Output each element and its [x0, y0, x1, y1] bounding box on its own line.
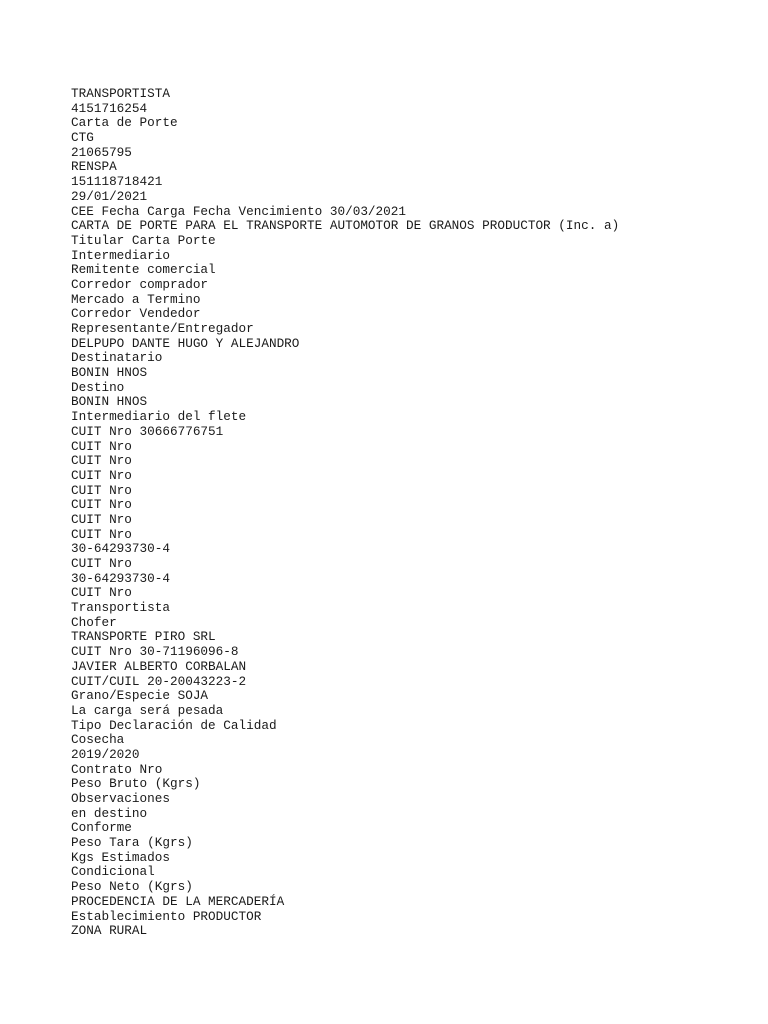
- text-line: Peso Bruto (Kgrs): [71, 776, 201, 792]
- text-line: ZONA RURAL: [71, 923, 148, 939]
- text-line: CUIT Nro: [71, 585, 132, 601]
- text-line: RENSPA: [71, 159, 117, 175]
- text-line: CUIT Nro: [71, 526, 132, 542]
- text-line: Conforme: [71, 820, 132, 836]
- text-line: 30-64293730-4: [71, 570, 170, 586]
- text-line: Corredor comprador: [71, 276, 209, 292]
- text-line: DELPUPO DANTE HUGO Y ALEJANDRO: [71, 335, 300, 351]
- text-line: Chofer: [71, 614, 117, 630]
- text-line: JAVIER ALBERTO CORBALAN: [71, 658, 247, 674]
- document-page: [71, 87, 758, 939]
- text-line: BONIN HNOS: [71, 394, 148, 410]
- text-line: Peso Neto (Kgrs): [71, 879, 193, 895]
- text-line: Corredor Vendedor: [71, 306, 201, 322]
- text-line: 30-64293730-4: [71, 541, 170, 557]
- text-line: CUIT Nro: [71, 467, 132, 483]
- text-line: PROCEDENCIA DE LA MERCADERÍA: [71, 893, 285, 909]
- text-line: Carta de Porte: [71, 115, 178, 131]
- text-line: TRANSPORTISTA: [71, 86, 170, 101]
- text-line: Destino: [71, 379, 125, 395]
- text-line: CUIT Nro: [71, 453, 132, 469]
- text-line: 29/01/2021: [71, 188, 148, 204]
- text-line: CEE Fecha Carga Fecha Vencimiento 30/03/2021: [71, 203, 407, 219]
- text-line: CARTA DE PORTE PARA EL TRANSPORTE AUTOMOTOR DE GRANOS PRODUCTOR (Inc. a): [71, 218, 620, 234]
- text-line: Establecimiento PRODUCTOR: [71, 908, 262, 924]
- text-line: Condicional: [71, 864, 155, 880]
- text-line: Peso Tara (Kgrs): [71, 835, 193, 851]
- text-line: CUIT Nro: [71, 438, 132, 454]
- text-line: CUIT Nro: [71, 482, 132, 498]
- text-line: en destino: [71, 805, 148, 821]
- text-line: Mercado a Termino: [71, 291, 201, 307]
- text-line: CUIT Nro: [71, 556, 132, 571]
- text-line: CUIT Nro 30-71196096-8: [71, 644, 239, 660]
- text-line: 2019/2020: [71, 746, 140, 762]
- text-line: CUIT Nro 30666776751: [71, 423, 224, 439]
- text-line: 151118718421: [71, 174, 163, 190]
- text-line: TRANSPORTE PIRO SRL: [71, 629, 216, 645]
- text-line: Transportista: [71, 600, 170, 616]
- text-line: BONIN HNOS: [71, 365, 148, 381]
- text-line: Remitente comercial: [71, 262, 216, 278]
- text-line: CUIT Nro: [71, 511, 132, 527]
- text-line: Titular Carta Porte: [71, 232, 216, 248]
- text-line: 21065795: [71, 144, 132, 160]
- text-line: CTG: [71, 130, 94, 146]
- text-line: Destinatario: [71, 350, 163, 366]
- text-line: Cosecha: [71, 732, 125, 748]
- text-line: CUIT/CUIL 20-20043223-2: [71, 673, 247, 689]
- text-line: Kgs Estimados: [71, 849, 170, 865]
- text-line: Intermediario del flete: [71, 409, 247, 425]
- text-line: 4151716254: [71, 100, 148, 116]
- text-line: Intermediario: [71, 247, 170, 263]
- text-line: Contrato Nro: [71, 761, 163, 777]
- text-line: La carga será pesada: [71, 702, 224, 718]
- text-line: Representante/Entregador: [71, 321, 254, 336]
- text-line: Tipo Declaración de Calidad: [71, 717, 277, 733]
- text-line: CUIT Nro: [71, 497, 132, 513]
- text-line: Grano/Especie SOJA: [71, 688, 209, 704]
- text-line: Observaciones: [71, 791, 170, 806]
